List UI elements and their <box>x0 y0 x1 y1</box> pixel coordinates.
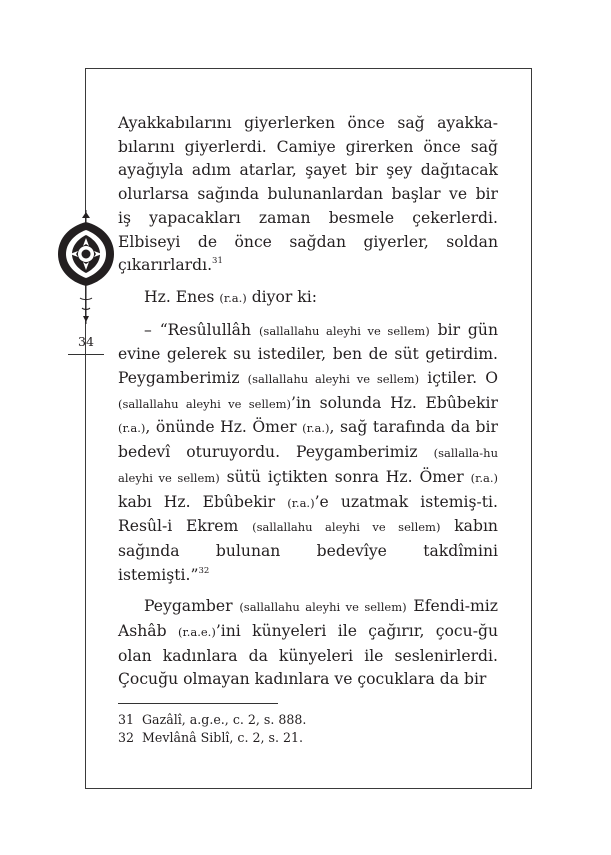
paragraph: Peygamber (sallallahu aleyhi ve sellem) Efendi-miz Ashâb (r.a.e.)’ini künyeleri ile çağırır, çocu-ğu olan kadınlara da künyeleri ile seslenirlerdi. Çocuğu olmayan kadınlara ve çocuklara da bir <box>118 597 499 689</box>
ornament-icon <box>54 208 118 326</box>
body-text <box>118 112 498 692</box>
footnote-ref[interactable]: 31 <box>212 256 223 267</box>
paragraph: Hz. Enes (r.a.) diyor ki: <box>144 287 317 306</box>
footnotes <box>118 711 498 747</box>
footnote-ref[interactable]: 32 <box>198 565 210 576</box>
page-number: 34 <box>78 334 94 349</box>
paragraph: Ayakkabılarını giyerlerken önce sağ ayakka- bılarını giyerlerdi. Camiye girerken önce sağ ayağıyla adım atarlar, şayet bir şey dağıtacak olurlarsa sağında bulunanlardan başlar ve bir iş yapacakları zaman besmele çekerlerdi. Elbiseyi de önce sağdan giyerler, soldan çıkarırlardı.$^{31}$ <box>118 114 498 275</box>
paragraph: – “Resûlullâh (sallallahu aleyhi ve sellem) bir gün evine gelerek su istediler, ben de süt getirdim. Peygamberimiz (sallallahu aleyhi ve sellem) içtiler. O (sallallahu aleyhi ve sellem)’in solunda Hz. Ebûbekir (r.a.), önünde Hz. Ömer (r.a.), sağ tarafında da bir bedevî oturuyordu. Peygamberimiz (sallalla-hu aleyhi ve sellem) sütü içtikten sonra Hz. Ömer (r.a.) kabı Hz. Ebûbekir (r.a.)’e uzatmak istemiş-ti. Resûl-i Ekrem (sallallahu aleyhi ve sellem) kabın sağında bulunan bedevîye takdîmini istemişti.”$^{32}$ <box>118 320 498 584</box>
footnote-rule <box>118 703 278 704</box>
page-number-rule <box>68 354 104 355</box>
footnote-item: 32 Mevlânâ Siblî, c. 2, s. 21. <box>118 730 303 745</box>
footnote-item: 31 Gazâlî, a.g.e., c. 2, s. 888. <box>118 712 307 727</box>
